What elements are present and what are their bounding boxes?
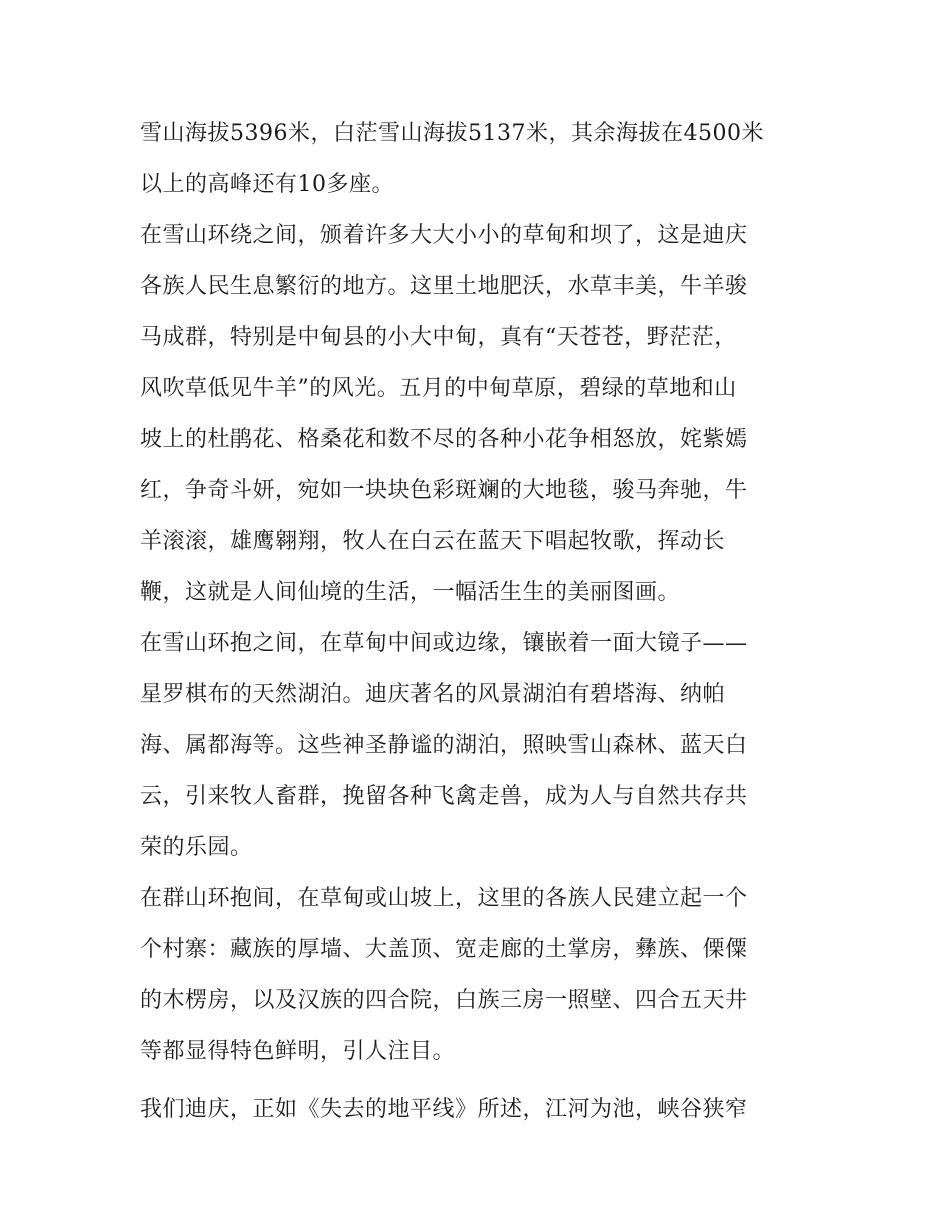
- text-line: 海、属都海等。这些神圣静谧的湖泊，照映雪山森林、蓝天白: [140, 733, 748, 758]
- text-line: 红，争奇斗妍，宛如一块块色彩斑斓的大地毯，骏马奔驰，牛: [140, 478, 748, 503]
- paragraph-spacer: [140, 1077, 820, 1084]
- text-line: 在雪山环绕之间，颁着许多大大小小的草甸和坝了，这是迪庆: [140, 223, 748, 248]
- text-line: 星罗棋布的天然湖泊。迪庆著名的风景湖泊有碧塔海、纳帕: [140, 682, 726, 707]
- text-line: 荣的乐园。: [140, 835, 253, 860]
- paragraph-5: [140, 1084, 820, 1135]
- text-line: 在群山环抱间，在草甸或山坡上，这里的各族人民建立起一个: [140, 886, 748, 911]
- text-line: 的木楞房，以及汉族的四合院，白族三房一照壁、四合五天井: [140, 988, 748, 1013]
- text-line: 在雪山环抱之间，在草甸中间或边缘，镶嵌着一面大镜子——: [140, 631, 748, 656]
- text-line: 羊滚滚，雄鹰翱翔，牧人在白云在蓝天下唱起牧歌，挥动长: [140, 529, 726, 554]
- paragraph-4: [140, 873, 820, 1077]
- document-body: [140, 108, 820, 1135]
- text-line: 雪山海拔5396米，白茫雪山海拔5137米，其余海拔在4500米: [140, 121, 764, 146]
- text-line: 个村寨：藏族的厚墙、大盖顶、宽走廊的土掌房，彝族、傈僳: [140, 937, 748, 962]
- text-line: 坡上的杜鹃花、格桑花和数不尽的各种小花争相怒放，姹紫嫣: [140, 427, 748, 452]
- text-line: 我们迪庆，正如《失去的地平线》所述，江河为池，峡谷狭窄: [140, 1097, 748, 1122]
- paragraph-1: [140, 108, 820, 210]
- text-line: 风吹草低见牛羊”的风光。五月的中甸草原，碧绿的草地和山: [140, 376, 737, 401]
- paragraph-3: [140, 618, 820, 873]
- text-line: 马成群，特别是中甸县的小大中甸，真有“天苍苍，野茫茫，: [140, 325, 737, 350]
- text-line: 以上的高峰还有10多座。: [140, 172, 394, 197]
- text-line: 鞭，这就是人间仙境的生活，一幅活生生的美丽图画。: [140, 580, 681, 605]
- text-line: 各族人民生息繁衍的地方。这里土地肥沃，水草丰美，牛羊骏: [140, 274, 748, 299]
- text-line: 云，引来牧人畜群，挽留各种飞禽走兽，成为人与自然共存共: [140, 784, 748, 809]
- paragraph-2: [140, 210, 820, 618]
- text-line: 等都显得特色鲜明，引人注目。: [140, 1039, 456, 1064]
